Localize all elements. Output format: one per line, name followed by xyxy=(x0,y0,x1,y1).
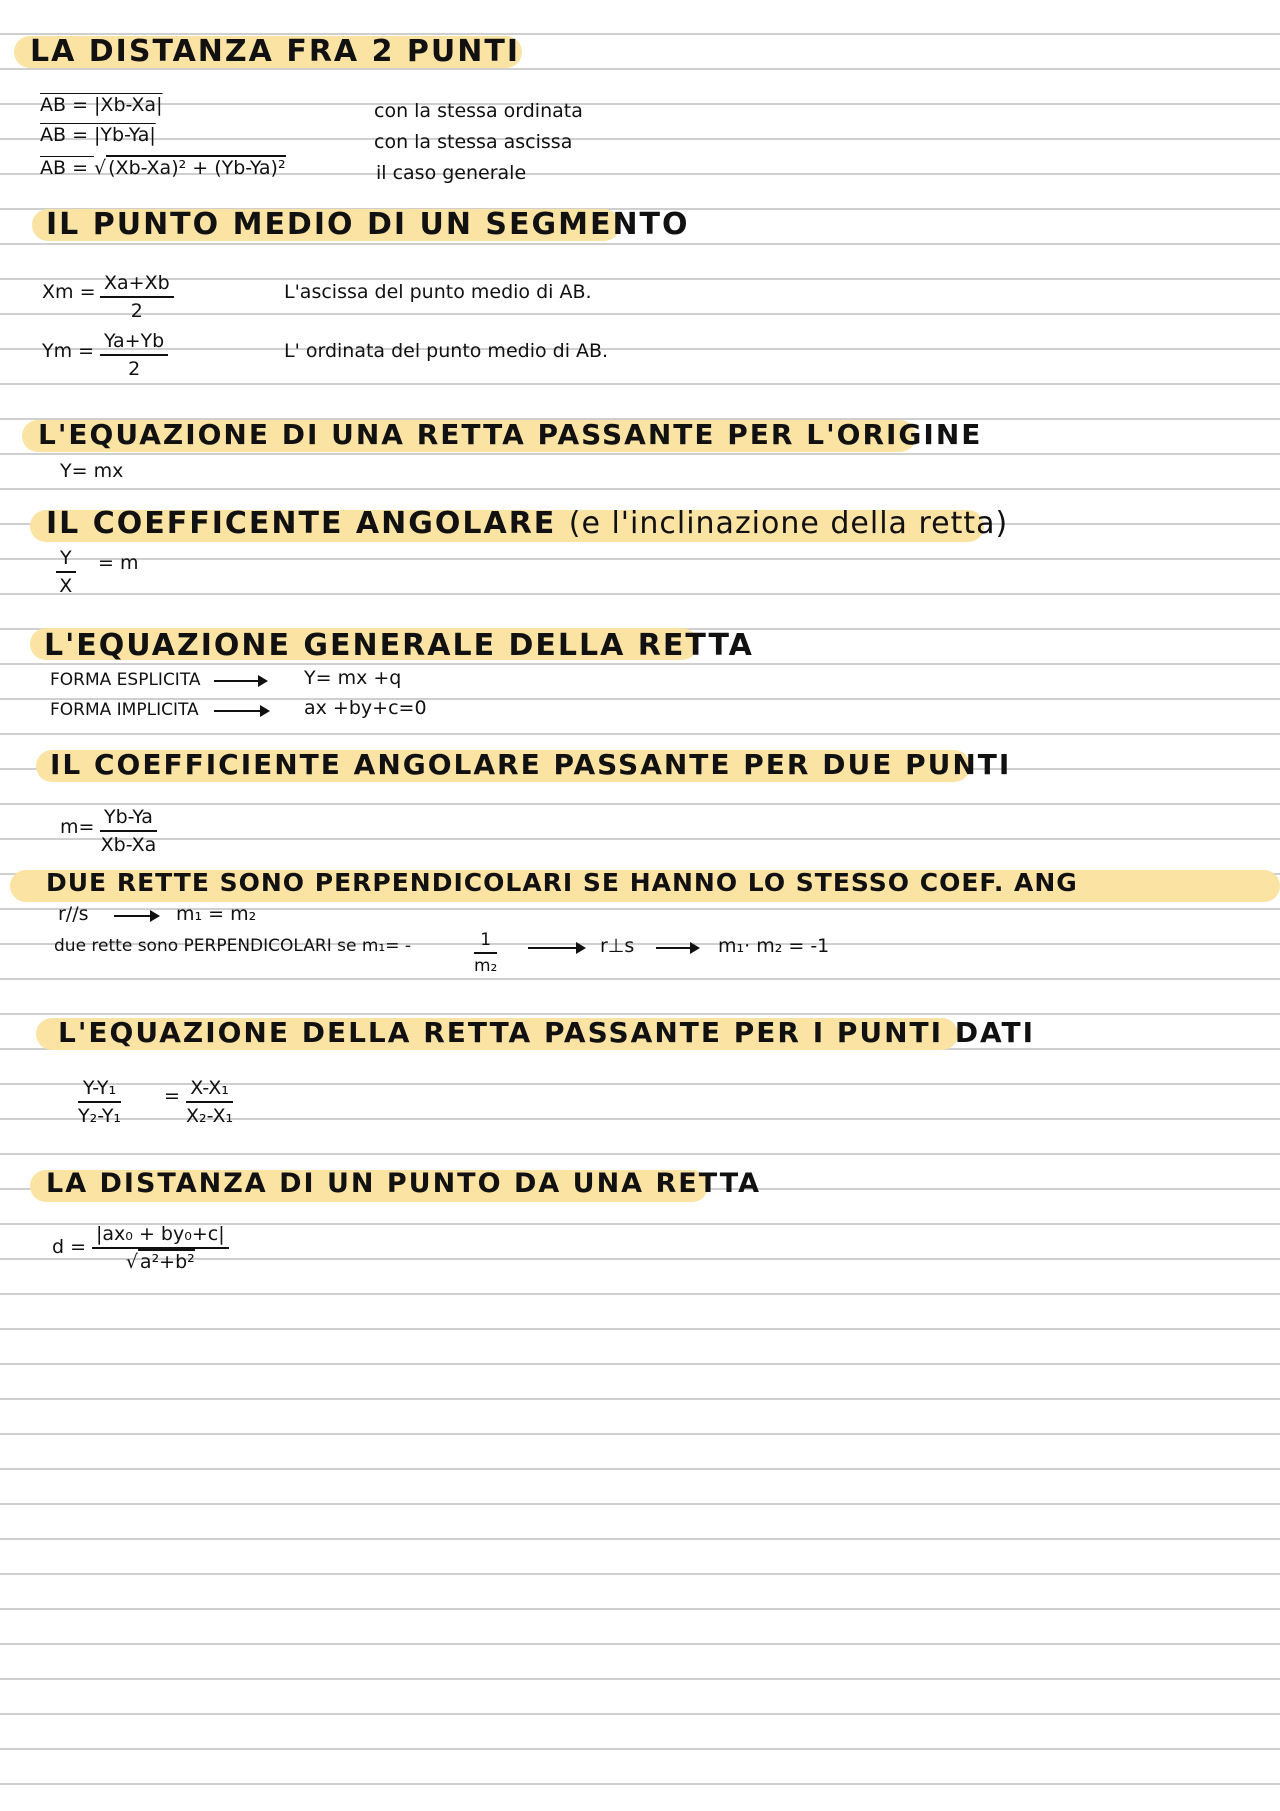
formula-lhs: AB = xyxy=(40,157,95,179)
fraction xyxy=(92,1223,229,1273)
numerator: Y xyxy=(56,547,76,573)
denominator: 2 xyxy=(130,300,143,322)
formula-description: con la stessa ordinata xyxy=(374,100,583,122)
denominator: 2 xyxy=(128,358,141,380)
formula-description: L'ascissa del punto medio di AB. xyxy=(284,281,592,303)
perpendicular-symbol: r⊥s xyxy=(600,935,635,957)
section-subtitle: (e l'inclinazione della retta) xyxy=(568,506,1009,541)
formula: ax +by+c=0 xyxy=(304,697,427,719)
numerator: Xa+Xb xyxy=(100,272,174,298)
denominator: Xb-Xa xyxy=(100,834,157,856)
denominator: Y₂-Y₁ xyxy=(78,1105,122,1127)
numerator: Y-Y₁ xyxy=(78,1077,121,1103)
fraction xyxy=(100,806,157,856)
section-title-text: IL COEFFICENTE ANGOLARE xyxy=(46,506,557,541)
formula-text: AB = |Xb-Xa| xyxy=(40,94,163,116)
section-title: L'EQUAZIONE DELLA RETTA PASSANTE PER I PUNTI DATI xyxy=(58,1016,1036,1049)
section-title: L'EQUAZIONE DI UNA RETTA PASSANTE PER L'ORIGINE xyxy=(38,418,983,451)
formula-description: il caso generale xyxy=(376,162,527,184)
fraction xyxy=(56,547,76,597)
formula xyxy=(40,94,162,116)
formula xyxy=(40,124,156,146)
arrow-icon xyxy=(528,947,584,949)
fraction xyxy=(100,272,174,322)
formula-description: L' ordinata del punto medio di AB. xyxy=(284,340,609,362)
equals-sign: = xyxy=(164,1085,180,1107)
denominator: √ a²+b² xyxy=(125,1251,195,1273)
perpendicular-rule: due rette sono PERPENDICOLARI se m₁= - xyxy=(54,936,411,956)
radicand: a²+b² xyxy=(139,1251,195,1273)
section-title: IL PUNTO MEDIO DI UN SEGMENTO xyxy=(46,207,690,242)
fraction xyxy=(100,330,168,380)
section-title: LA DISTANZA DI UN PUNTO DA UNA RETTA xyxy=(46,1168,761,1199)
section-title: L'EQUAZIONE GENERALE DELLA RETTA xyxy=(44,628,754,663)
formula-lhs: Xm = xyxy=(42,281,96,303)
formula-lhs: d = xyxy=(52,1236,87,1258)
formula: Y= mx +q xyxy=(304,667,402,689)
arrow-icon xyxy=(214,680,266,682)
formula-rhs: m₁ = m₂ xyxy=(176,903,257,925)
formula-lhs: Ym = xyxy=(42,340,95,362)
formula-rhs: = m xyxy=(98,552,139,574)
numerator: X-X₁ xyxy=(186,1077,233,1103)
numerator: 1 xyxy=(474,930,497,954)
numerator: Ya+Yb xyxy=(100,330,168,356)
section-title: DUE RETTE SONO PERPENDICOLARI SE HANNO LO STESSO COEF. ANG xyxy=(46,868,1078,897)
numerator: |ax₀ + by₀+c| xyxy=(92,1223,229,1249)
fraction xyxy=(474,930,497,976)
formula-lhs: m= xyxy=(60,816,95,838)
denominator: m₂ xyxy=(474,956,498,976)
formula-description: con la stessa ascissa xyxy=(374,131,573,153)
fraction xyxy=(78,1077,121,1127)
formula: Y= mx xyxy=(60,460,124,482)
fraction xyxy=(186,1077,233,1127)
arrow-icon xyxy=(656,947,698,949)
numerator: Yb-Ya xyxy=(100,806,157,832)
section-title: LA DISTANZA FRA 2 PUNTI xyxy=(30,34,520,69)
denominator: X₂-X₁ xyxy=(186,1105,234,1127)
form-label: FORMA ESPLICITA xyxy=(50,670,201,690)
denominator: X xyxy=(59,575,73,597)
formula-rhs: m₁· m₂ = -1 xyxy=(718,935,830,957)
formula-text: AB = |Yb-Ya| xyxy=(40,124,156,146)
formula-radicand: (Xb-Xa)² + (Yb-Ya)² xyxy=(108,157,286,179)
arrow-icon xyxy=(114,915,158,917)
arrow-icon xyxy=(214,710,268,712)
section-title xyxy=(46,506,1008,541)
section-title: IL COEFFICIENTE ANGOLARE PASSANTE PER DUE PUNTI xyxy=(50,748,1012,781)
form-label: FORMA IMPLICITA xyxy=(50,700,199,720)
formula-lhs: r//s xyxy=(58,903,89,925)
formula: AB = √ (Xb-Xa)² + (Yb-Ya)² xyxy=(40,157,286,179)
